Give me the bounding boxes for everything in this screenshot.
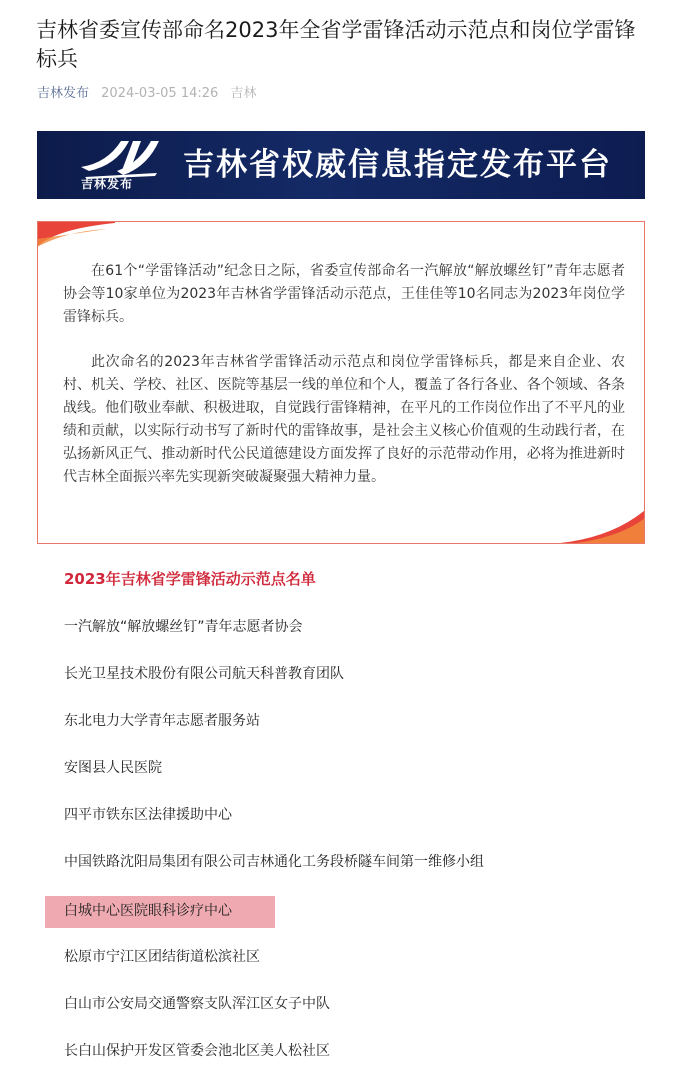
corner-decoration-icon [37,221,115,249]
list-heading: 2023年吉林省学雷锋活动示范点名单 [64,570,316,588]
intro-paragraph-2: 此次命名的2023年吉林省学雷锋活动示范点和岗位学雷锋标兵，都是来自企业、农村、机关、学校、社区、医院等基层一线的单位和个人，覆盖了各行各业、各个领域、各条战线。他们敬业奉献、积极进取，自觉践行雷锋精神，在平凡的工作岗位作出了不平凡的业绩和贡献，以实际行动书写了新时代的雷锋故事，是社会主义核心价值观的生动践行者，在弘扬新风正气、推动新时代公民道德建设方面发挥了良好的示范带动作用，必将为推进新时代吉林全面振兴率先实现新突破凝聚强大精神力量。 [63,354,625,485]
list-item: 东北电力大学青年志愿者服务站 [64,713,260,729]
list-item: 中国铁路沈阳局集团有限公司吉林通化工务段桥隧车间第一维修小组 [64,854,484,870]
article-title: 吉林省委宣传部命名2023年全省学雷锋活动示范点和岗位学雷锋标兵 [36,18,636,71]
article-meta [37,85,256,103]
corner-decoration-icon [549,510,645,544]
logo-text: 吉林发布 [81,177,134,191]
intro-paragraph-1: 在61个“学雷锋活动”纪念日之际，省委宣传部命名一汽解放“解放螺丝钉”青年志愿者协会等10家单位为2023年吉林省学雷锋活动示范点，王佳佳等10名同志为2023年岗位学雷锋标兵。 [63,263,625,325]
list-item: 四平市铁东区法律援助中心 [64,807,232,823]
publish-location: 吉林 [230,86,257,101]
list-item: 一汽解放“解放螺丝钉”青年志愿者协会 [64,619,303,635]
platform-slogan: 吉林省权威信息指定发布平台 [183,147,612,183]
list-item-highlighted: 白城中心医院眼科诊疗中心 [64,903,232,919]
list-item: 松原市宁江区团结街道松滨社区 [64,949,260,965]
intro-box [37,221,645,544]
list-item: 长白山保护开发区管委会池北区美人松社区 [64,1043,330,1059]
account-name-link[interactable]: 吉林发布 [37,86,90,101]
list-item: 安图县人民医院 [64,760,162,776]
publish-datetime: 2024-03-05 14:26 [101,86,219,101]
list-item: 白山市公安局交通警察支队浑江区女子中队 [64,996,330,1012]
platform-banner [37,131,645,199]
list-item: 长光卫星技术股份有限公司航天科普教育团队 [64,666,344,682]
